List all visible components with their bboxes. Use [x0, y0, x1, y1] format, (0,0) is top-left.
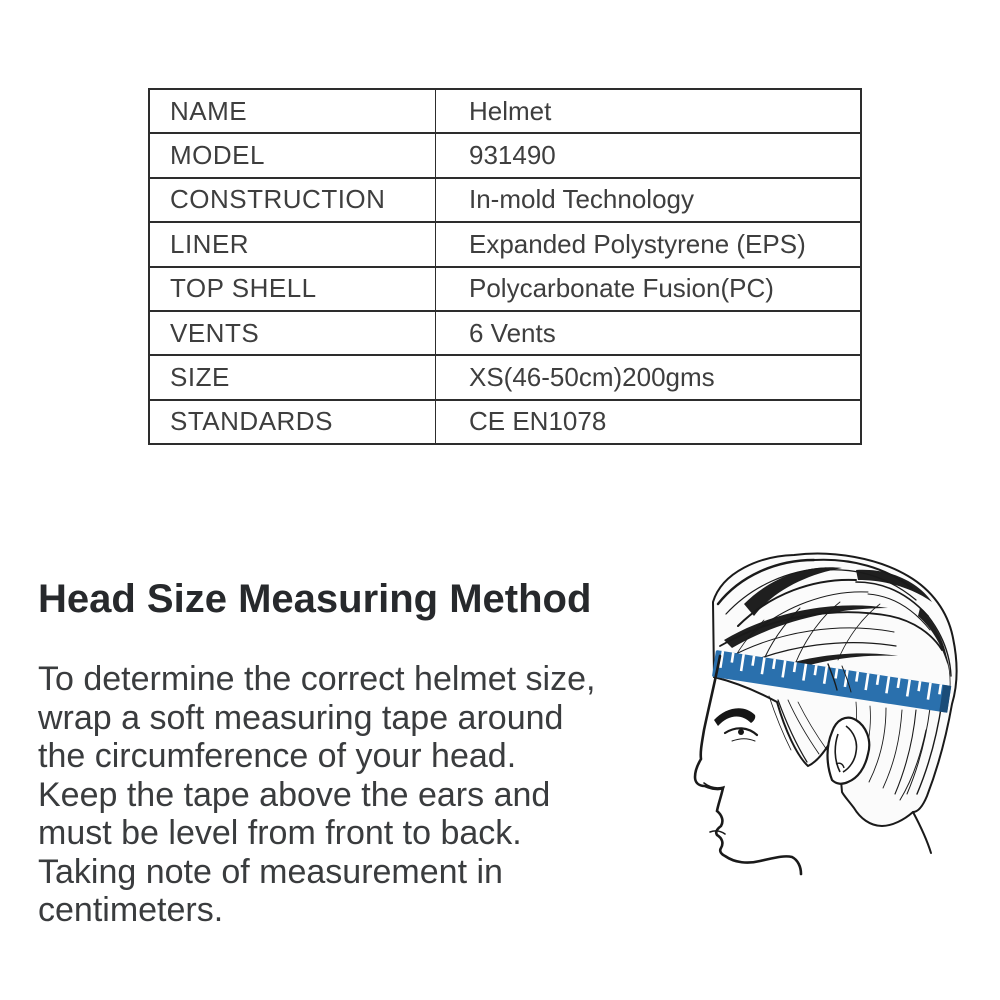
spec-value: 931490	[436, 133, 862, 177]
spec-value: In-mold Technology	[436, 178, 862, 222]
table-row	[149, 222, 861, 266]
spec-value: Expanded Polystyrene (EPS)	[436, 222, 862, 266]
eye-iris	[738, 729, 744, 735]
table-row	[149, 267, 861, 311]
spec-label: NAME	[149, 89, 436, 133]
spec-label: LINER	[149, 222, 436, 266]
spec-label: MODEL	[149, 133, 436, 177]
spec-table	[148, 88, 862, 445]
instruction-line: Keep the tape above the ears and	[38, 775, 551, 814]
eyebrow	[714, 708, 755, 726]
table-row	[149, 178, 861, 222]
section-heading: Head Size Measuring Method	[38, 577, 592, 621]
instruction-line: centimeters.	[38, 891, 224, 929]
eye-lower-lid	[732, 739, 755, 741]
spec-label: STANDARDS	[149, 400, 436, 444]
instruction-line: must be level from front to back.	[38, 814, 522, 852]
table-row	[149, 400, 861, 444]
table-row	[149, 133, 861, 177]
instruction-line: Taking note of measurement in	[38, 852, 503, 891]
spec-label: VENTS	[149, 311, 436, 355]
spec-label: TOP SHELL	[149, 267, 436, 311]
spec-value: 6 Vents	[436, 311, 862, 355]
spec-value: Polycarbonate Fusion(PC)	[436, 267, 862, 311]
spec-label: CONSTRUCTION	[149, 178, 436, 222]
head-profile-illustration	[680, 550, 1000, 880]
instruction-line: wrap a soft measuring tape around	[38, 698, 564, 737]
table-row	[149, 355, 861, 399]
spec-value: XS(46-50cm)200gms	[436, 355, 862, 399]
table-row	[149, 89, 861, 133]
instruction-paragraph	[38, 660, 698, 930]
table-row	[149, 311, 861, 355]
spec-value: CE EN1078	[436, 400, 862, 444]
spec-label: SIZE	[149, 355, 436, 399]
instruction-line: the circumference of your head.	[38, 737, 517, 775]
spec-value: Helmet	[436, 89, 862, 133]
nape-hair-tail	[913, 812, 931, 853]
instruction-line: To determine the correct helmet size,	[38, 660, 596, 698]
